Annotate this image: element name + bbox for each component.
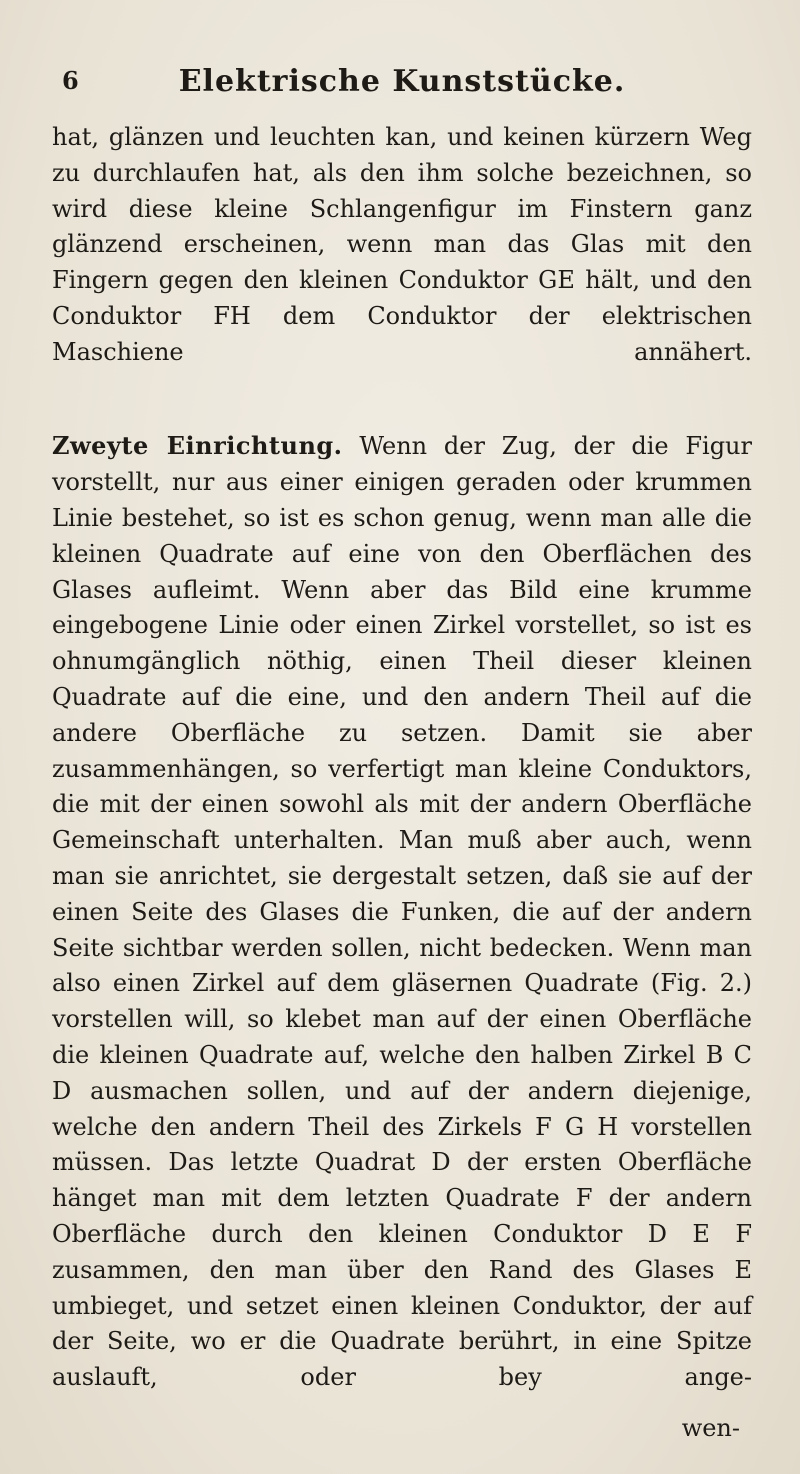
page-header (52, 58, 752, 106)
page-number: 6 (62, 66, 79, 95)
running-title: Elektrische Kunststücke. (178, 64, 626, 99)
paragraph-2 (52, 428, 752, 1431)
paragraph-2-body: Wenn der Zug, der die Figur vorstellt, nur aus einer einigen geraden oder krummen Linie bestehet, so ist es schon genug, wenn man alle die kleinen Quadrate auf eine von den Oberflächen des Glases aufleimt. Wenn aber das Bild eine krumme eingebogene Linie oder einen Zirkel vorstellet, so ist es ohnumgänglich nöthig, einen Theil dieser kleinen Quadrate auf die eine, und den andern Theil auf die andere Oberfläche zu setzen. Damit sie aber zusammenhängen, so verfertigt man kleine Conduktors, die mit der einen sowohl als mit der andern Oberfläche Gemeinschaft unterhalten. Man muß aber auch, wenn man sie anrichtet, sie dergestalt setzen, daß sie auf der einen Seite des Glases die Funken, die auf der andern Seite sichtbar werden sollen, nicht bedecken. Wenn man also einen Zirkel auf dem gläsernen Quadrate (Fig. 2.) vorstellen will, so klebet man auf der einen Oberfläche die kleinen Quadrate auf, welche den halben Zirkel B C D ausmachen sollen, und auf der andern diejenige, welche den andern Theil des Zirkels F G H vorstellen müssen. Das letzte Quadrat D der ersten Oberfläche hänget man mit dem letzten Quadrate F der andern Oberfläche durch den kleinen Conduktor D E F zusammen, den man über den Rand des Glases E umbieget, und setzet einen kleinen Conduktor, der auf der Seite, wo er die Quadrate berührt, in eine Spitze auslauft, oder bey ange- (52, 432, 752, 1392)
section-heading: Zweyte Einrichtung. (52, 431, 343, 461)
paragraph-1: hat, glänzen und leuchten kan, und keinen kürzern Weg zu durchlaufen hat, als den ihm solche bezeichnen, so wird diese kleine Schlangenfigur im Finstern ganz glänzend erscheinen, wenn man das Glas mit den Fingern gegen den kleinen Conduktor GE hält, und den Conduktor FH dem Conduktor der elektrischen Maschiene annähert. (52, 123, 752, 366)
catchword: wen- (681, 1414, 740, 1442)
